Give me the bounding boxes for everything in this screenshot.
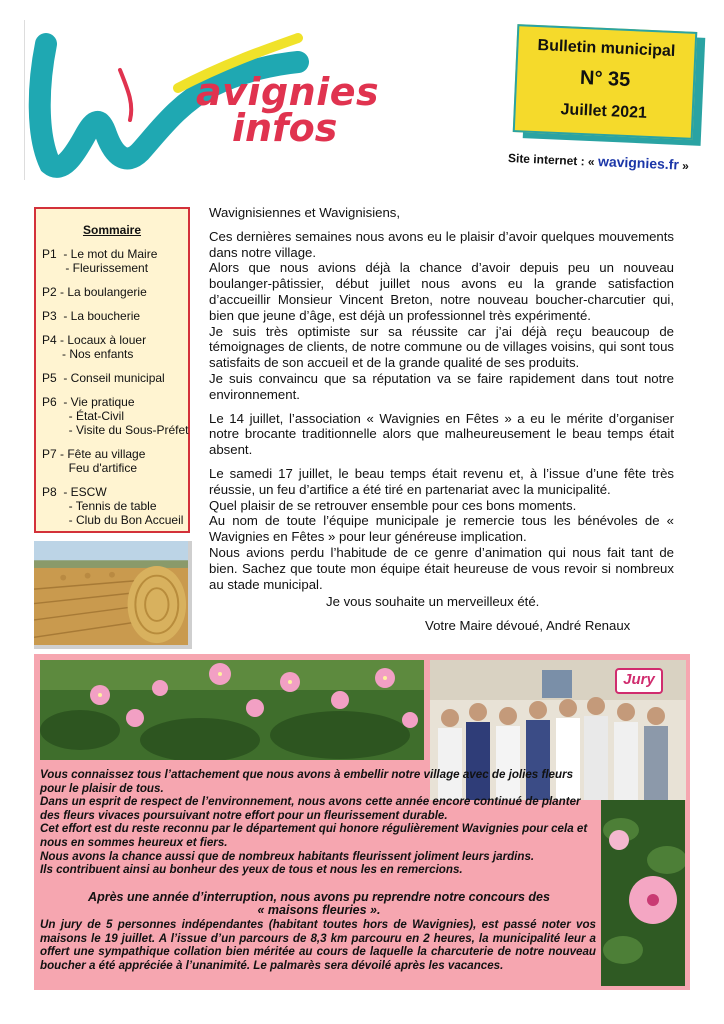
header-divider [24, 20, 25, 180]
letter-closing: Je vous souhaite un merveilleux été. [326, 594, 540, 609]
letter-paragraph: Ces dernières semaines nous avons eu le plaisir d’avoir quelques mouvements dans notre village. [209, 228, 674, 260]
sommaire-title: Sommaire [82, 223, 142, 237]
letter-paragraph: Le samedi 17 juillet, le beau temps était revenu et, à l’issue d’une fête très réussie, un feu d’artifice a été tiré en partenariat avec la municipalité. [209, 465, 674, 497]
letter-paragraph: Le 14 juillet, l’association « Wavignies en Fêtes » a eu le mérite d’organiser notre brocante traditionnelle alors que malheureusement le beau temps était absent. [209, 410, 674, 458]
letter-paragraph: Je suis très optimiste sur sa réussite car j’ai déjà reçu beaucoup de témoignages de clients, de notre commune ou de villages voisins, qui sont tous satisfaits de son accueil et de la grande qualité de ses produits. [209, 323, 674, 371]
mot-du-maire [209, 205, 674, 592]
letter-paragraph: Je suis convaincu que sa réputation va se faire rapidement dans tout notre environnement. [209, 370, 674, 402]
sommaire-item-p8: P8 - ESCW - Tennis de table - Club du Bon Accueil [42, 485, 184, 527]
website-line [508, 149, 690, 173]
hibiscus-photo [601, 800, 685, 986]
website-suffix: » [681, 158, 690, 173]
letter-paragraph: Au nom de toute l’équipe municipale je remercie tous les bénévoles de « Wavignies en Fêtes » pour leur généreuse implication. [209, 513, 674, 545]
sommaire-box [34, 207, 190, 533]
concours-heading: Après une année d’interruption, nous avons pu reprendre notre concours des [88, 889, 550, 904]
bulletin-date: Juillet 2021 [560, 101, 648, 122]
hay-bale-photo [34, 541, 192, 649]
bulletin-number: N° 35 [579, 66, 631, 92]
concours-heading-title: « maisons fleuries ». [257, 903, 381, 918]
sommaire-item-p7: P7 - Fête au village Feu d'artifice [42, 447, 146, 475]
letter-greeting: Wavignisiennes et Wavignisiens, [209, 205, 401, 220]
jury-label: Jury [615, 668, 663, 694]
sommaire-item-p3: P3 - La boucherie [42, 309, 141, 323]
fleurissement-line: Ils contribuent ainsi au bonheur des yeux de tous et nous les en remercions. [40, 863, 463, 877]
fleurissement-line: Vous connaissez tous l’attachement que nous avons à embellir notre village avec de jolies fleurs pour le plaisir de tous. [40, 768, 574, 795]
jury-paragraph: Un jury de 5 personnes indépendantes (habitant toutes hors de Wavignies), est passé noter vos maisons le 19 juillet. A l’issue d’un parcours de 8,3 km parcouru en 2 heures, la municipalité leur a offert une sympathique collation bien méritée au cours de laquelle la charcuterie de notre nouveau boucher a été appréciée à l’unanimité. Le palmarès sera dévoilé après les vacances. [40, 917, 596, 972]
sommaire-item-p6: P6 - Vie pratique - État-Civil - Visite du Sous-Préfet [42, 395, 189, 437]
website-prefix: Site internet : « [507, 151, 595, 169]
sommaire-item-p1: P1 - Le mot du Maire - Fleurissement [42, 247, 158, 275]
letter-paragraph: Alors que nous avions déjà la chance d’avoir depuis peu un nouveau boulanger-pâtissier, début juillet nous avons eu la grande satisfaction d’accueillir Monsieur Vincent Breton, notre nouveau boucher-charcutier qui, bien que jeune d’âge, est déjà un professionnel très expérimenté. [209, 260, 674, 323]
website-link[interactable]: wavignies.fr [597, 152, 680, 173]
fleurissement-line: Dans un esprit de respect de l’environnement, nous avons cette année encore continué de planter des fleurs vivaces poursuivant notre effort pour un fleurissement durable. [40, 795, 581, 822]
letter-signature: Votre Maire dévoué, André Renaux [425, 618, 631, 633]
sommaire-item-p4: P4 - Locaux à louer - Nos enfants [42, 333, 147, 361]
logo-word-avignies: avignies [196, 70, 380, 114]
sommaire-item-p5: P5 - Conseil municipal [42, 371, 165, 385]
fleurissement-text [40, 768, 598, 972]
bulletin-box [513, 24, 698, 140]
sommaire-item-p2: P2 - La boulangerie [42, 285, 147, 299]
bulletin-title: Bulletin municipal [537, 37, 676, 61]
flowers-photo [40, 660, 424, 760]
logo-word-infos: infos [232, 106, 338, 150]
fleurissement-line: Nous avons la chance aussi que de nombreux habitants fleurissent joliment leurs jardins. [40, 849, 535, 863]
fleurissement-line: Cet effort est du reste reconnu par le département qui honore régulièrement Wavignies pour cela et nous en sommes heureux et fiers. [40, 822, 588, 849]
letter-paragraph: Nous avions perdu l’habitude de ce genre d’animation qui nous fait tant de bien. Sachez que toute mon équipe était heureuse de vous revoir si nombreux au stade municipal. [209, 544, 674, 592]
letter-paragraph: Quel plaisir de se retrouver ensemble pour ces bons moments. [209, 497, 577, 513]
